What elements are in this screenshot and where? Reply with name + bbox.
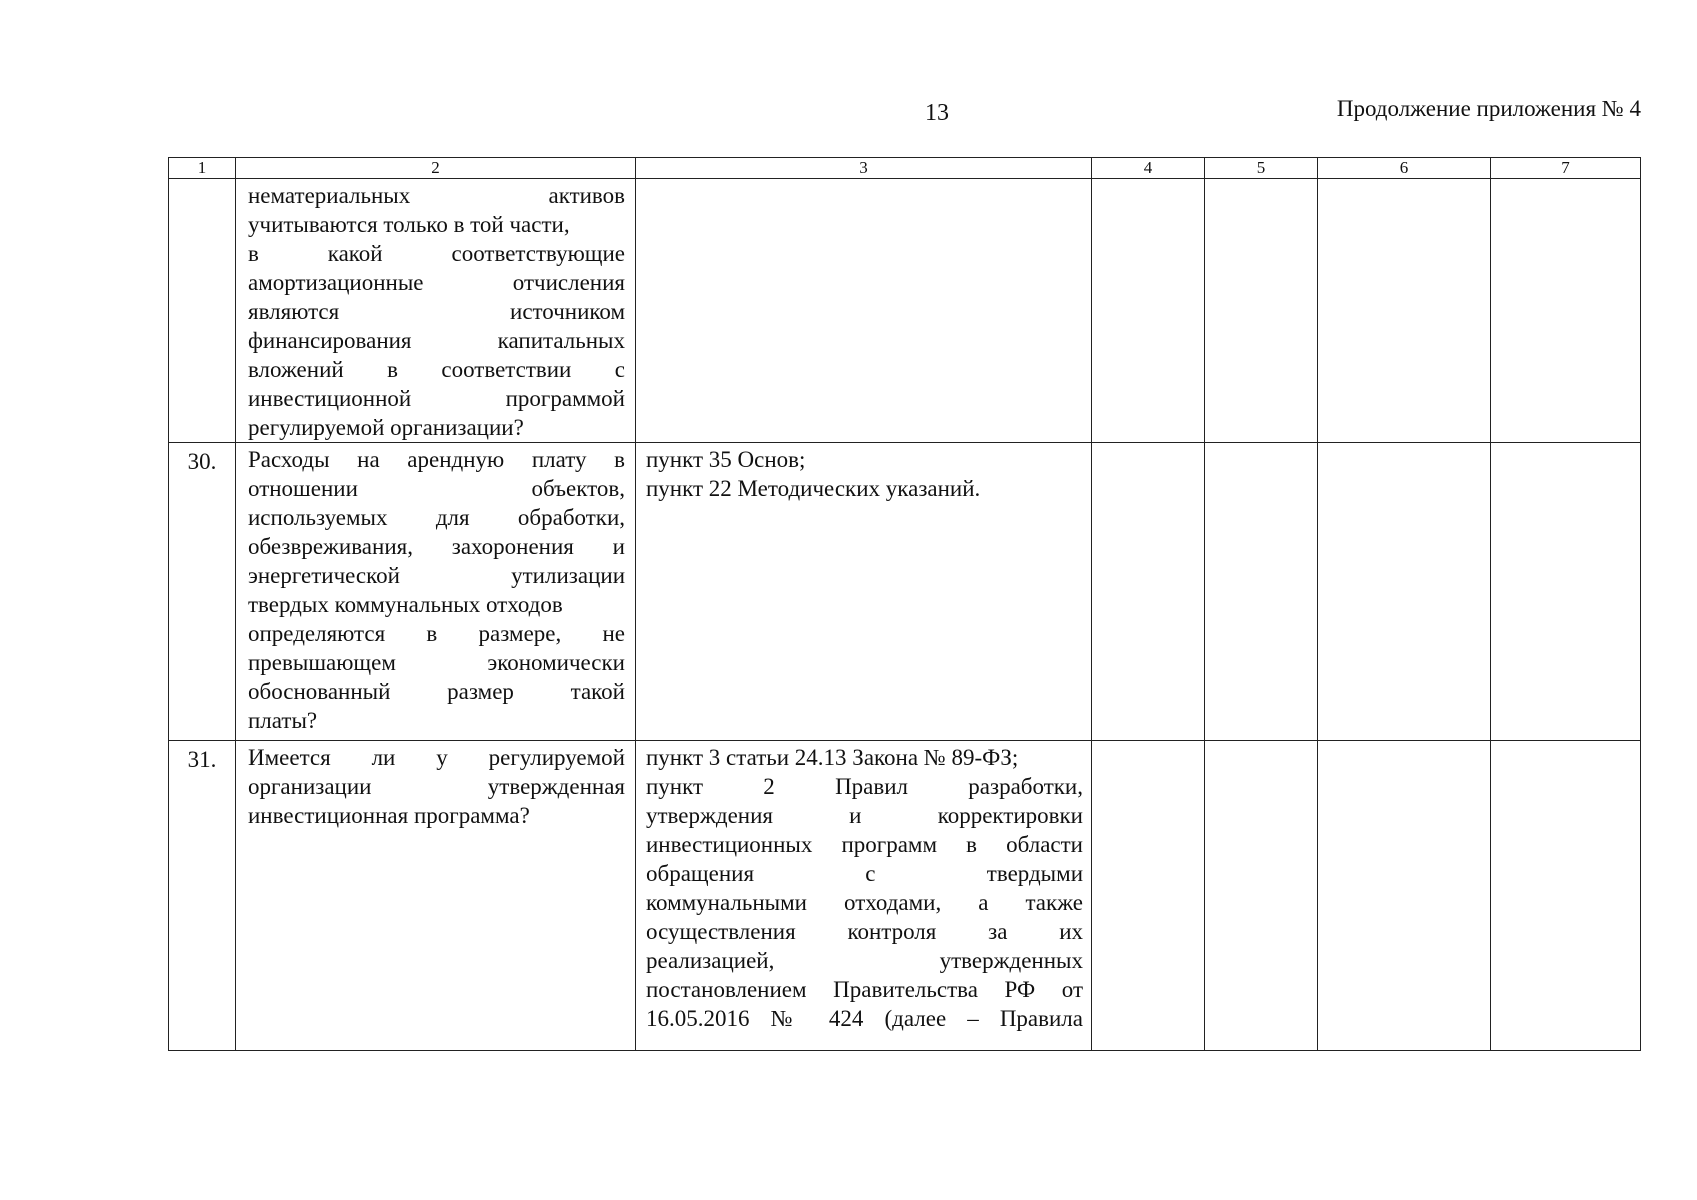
- row-number: [169, 179, 236, 443]
- text-line: пункт 22 Методических указаний.: [646, 476, 981, 501]
- checklist-table: [168, 157, 1641, 1051]
- text-line: инвестиционной программой: [248, 386, 625, 411]
- question-cell: [236, 443, 636, 741]
- text-line: вложений в соответствии с: [248, 357, 625, 382]
- table-row: [169, 179, 1641, 443]
- empty-cell: [1318, 179, 1491, 443]
- text-line: амортизационные отчисления: [248, 270, 625, 295]
- text-line: 16.05.2016 № 424 (далее – Правила: [646, 1006, 1083, 1031]
- column-header: 7: [1491, 158, 1641, 179]
- text-line: в какой соответствующие: [248, 241, 625, 266]
- empty-cell: [1491, 179, 1641, 443]
- text-line: постановлением Правительства РФ от: [646, 977, 1083, 1002]
- text-line: осуществления контроля за их: [646, 919, 1083, 944]
- column-header: 4: [1092, 158, 1205, 179]
- text-line: Расходы на арендную плату в: [248, 447, 625, 472]
- text-line: нематериальных активов: [248, 183, 625, 208]
- empty-cell: [1491, 443, 1641, 741]
- text-line: обезвреживания, захоронения и: [248, 534, 625, 559]
- reference-cell: [636, 443, 1092, 741]
- page-number: 13: [925, 100, 949, 126]
- column-header: 3: [636, 158, 1092, 179]
- text-line: платы?: [248, 708, 318, 733]
- empty-cell: [1205, 179, 1318, 443]
- reference-cell: [636, 179, 1092, 443]
- empty-cell: [1092, 179, 1205, 443]
- text-line: финансирования капитальных: [248, 328, 625, 353]
- text-line: утверждения и корректировки: [646, 803, 1083, 828]
- empty-cell: [1092, 741, 1205, 1051]
- column-number-row: [169, 158, 1641, 179]
- empty-cell: [1318, 741, 1491, 1051]
- question-cell: [236, 741, 636, 1051]
- text-line: отношении объектов,: [248, 476, 625, 501]
- text-line: пункт 3 статьи 24.13 Закона № 89-ФЗ;: [646, 745, 1019, 770]
- table-row: [169, 443, 1641, 741]
- empty-cell: [1318, 443, 1491, 741]
- text-line: определяются в размере, не: [248, 621, 625, 646]
- text-line: используемых для обработки,: [248, 505, 625, 530]
- text-line: превышающем экономически: [248, 650, 625, 675]
- column-header: 6: [1318, 158, 1491, 179]
- column-header: 2: [236, 158, 636, 179]
- text-line: являются источником: [248, 299, 625, 324]
- row-number: 31.: [169, 741, 236, 1051]
- text-line: инвестиционная программа?: [248, 803, 530, 828]
- text-line: энергетической утилизации: [248, 563, 625, 588]
- text-line: коммунальными отходами, а также: [646, 890, 1083, 915]
- text-line: организации утвержденная: [248, 774, 625, 799]
- text-line: пункт 2 Правил разработки,: [646, 774, 1083, 799]
- reference-cell: [636, 741, 1092, 1051]
- appendix-continuation-note: Продолжение приложения № 4: [1336, 96, 1641, 121]
- text-line: учитываются только в той части,: [248, 212, 570, 237]
- text-line: инвестиционных программ в области: [646, 832, 1083, 857]
- question-cell: [236, 179, 636, 443]
- text-line: обоснованный размер такой: [248, 679, 625, 704]
- row-number: 30.: [169, 443, 236, 741]
- empty-cell: [1092, 443, 1205, 741]
- table-row: [169, 741, 1641, 1051]
- text-line: реализацией, утвержденных: [646, 948, 1083, 973]
- column-header: 1: [169, 158, 236, 179]
- text-line: регулируемой организации?: [248, 415, 524, 440]
- text-line: Имеется ли у регулируемой: [248, 745, 625, 770]
- column-header: 5: [1205, 158, 1318, 179]
- text-line: обращения с твердыми: [646, 861, 1083, 886]
- empty-cell: [1491, 741, 1641, 1051]
- text-line: пункт 35 Основ;: [646, 447, 806, 472]
- text-line: твердых коммунальных отходов: [248, 592, 563, 617]
- empty-cell: [1205, 443, 1318, 741]
- empty-cell: [1205, 741, 1318, 1051]
